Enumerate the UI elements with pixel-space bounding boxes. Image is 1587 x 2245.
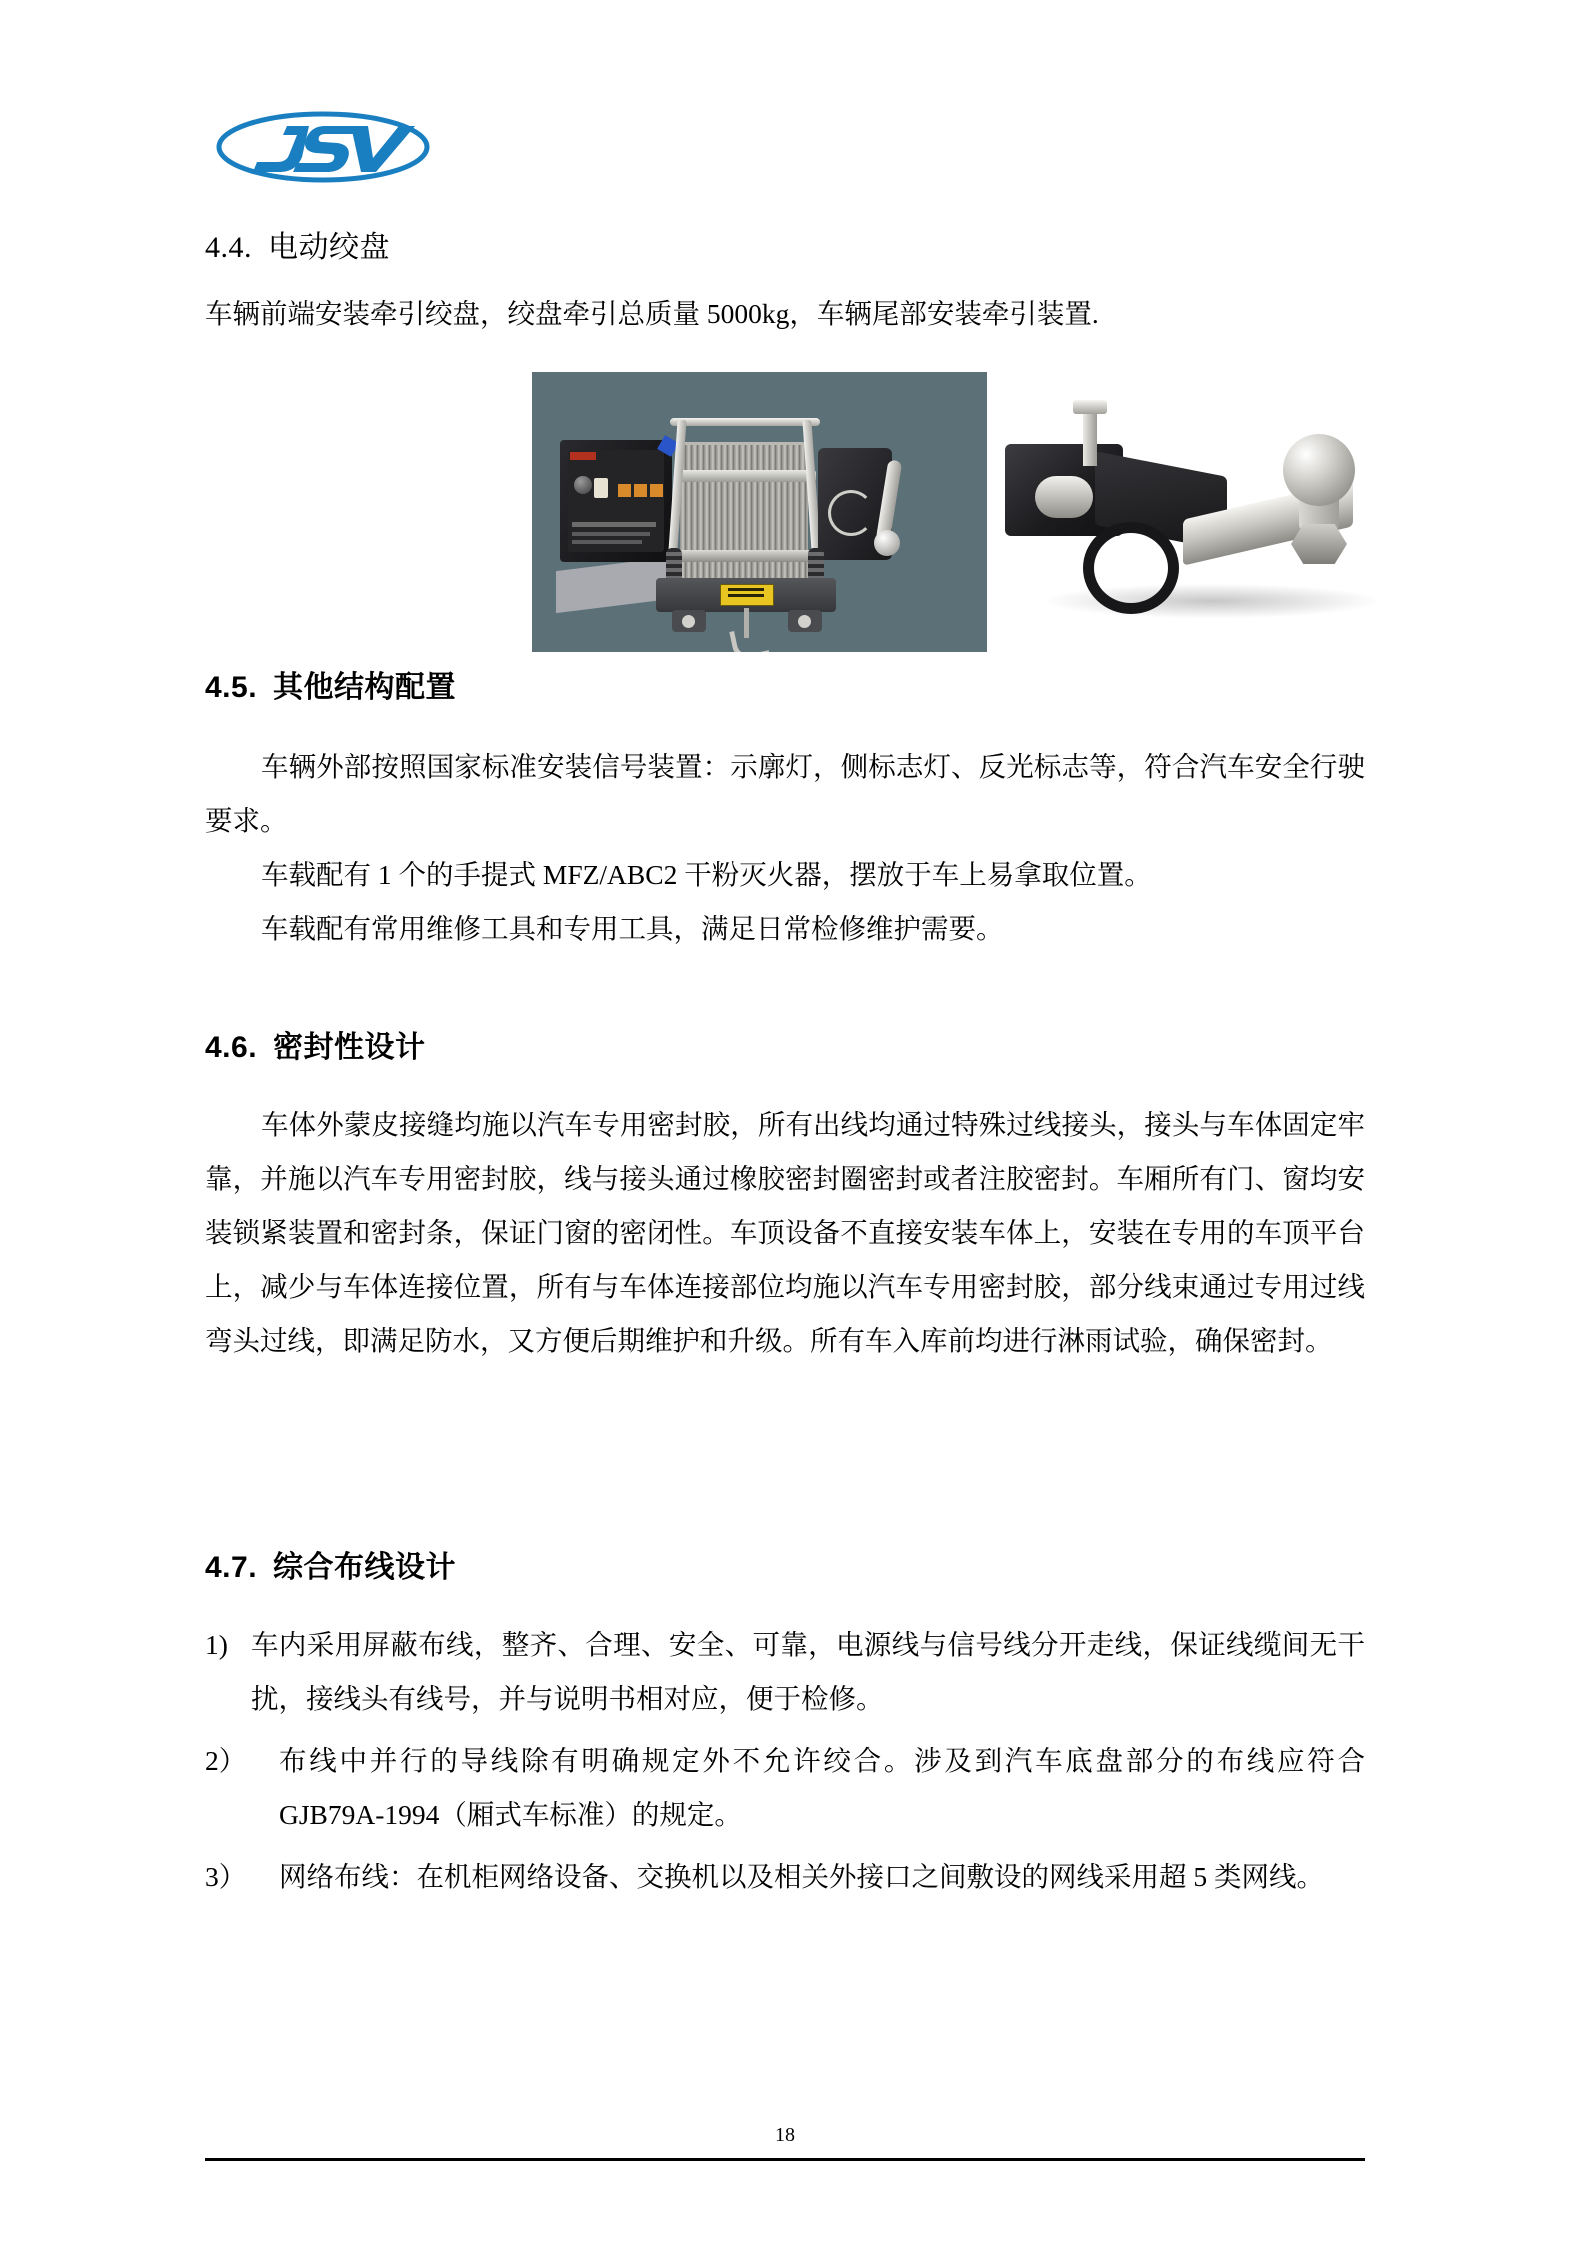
- heading-4-7: [205, 1542, 456, 1586]
- list-item-1-marker: 1): [205, 1629, 228, 1660]
- winch-sticker-line-2: [728, 594, 764, 597]
- winch-text-line-3: [572, 540, 642, 544]
- list-item: [205, 1618, 1365, 1726]
- winch-knob: [574, 476, 592, 494]
- winch-button-2: [634, 484, 647, 497]
- winch-text-line-1: [572, 522, 656, 527]
- heading-4-6-title: 密封性设计: [273, 1031, 426, 1064]
- page-number: 18: [775, 2124, 795, 2146]
- footer-divider: [205, 2158, 1365, 2161]
- winch-text-line-2: [572, 532, 650, 536]
- heading-4-6-number: 4.6.: [205, 1031, 258, 1064]
- list-item-1-text: 车内采用屏蔽布线，整齐、合理、安全、可靠，电源线与信号线分开走线，保证线缆间无干扰，接线头有线号，并与说明书相对应，便于检修。: [251, 1629, 1365, 1714]
- winch-led-display: [594, 478, 608, 498]
- winch-brand-label: [570, 452, 596, 460]
- winch-bolt-hole-left: [682, 615, 695, 628]
- heading-4-4-number: 4.4.: [205, 231, 252, 264]
- hitch-retaining-loop: [1083, 522, 1179, 614]
- tow-hitch-photo: [987, 372, 1457, 652]
- hitch-upper-bolt: [1083, 408, 1097, 466]
- winch-drum-band-top: [674, 470, 816, 482]
- winch-sticker-line-1: [728, 588, 764, 591]
- heading-4-7-number: 4.7.: [205, 1551, 258, 1584]
- heading-4-5-number: 4.5.: [205, 671, 258, 704]
- paragraph-4-4-1: 车辆前端安装牵引绞盘，绞盘牵引总质量 5000kg，车辆尾部安装牵引装置.: [205, 298, 1099, 329]
- heading-4-4: [205, 222, 390, 266]
- winch-top-rail: [670, 418, 820, 426]
- winch-button-1: [618, 484, 631, 497]
- paragraph-4-6-1: 车体外蒙皮接缝均施以汽车专用密封胶，所有出线均通过特殊过线接头，接头与车体固定牢靠，并施以汽车专用密封胶，线与接头通过橡胶密封圈密封或者注胶密封。车厢所有门、窗均安装锁紧装置和密封条，保证门窗的密闭性。车顶设备不直接安装车体上，安装在专用的车顶平台上，减少与车体连接位置，所有与车体连接部位均施以汽车专用密封胶，部分线束通过专用过线弯头过线，即满足防水，又方便后期维护和升级。所有车入库前均进行淋雨试验，确保密封。: [205, 1109, 1365, 1356]
- winch-lever-knob: [874, 530, 900, 556]
- heading-4-4-title: 电动绞盘: [268, 231, 390, 264]
- company-logo: [213, 108, 433, 186]
- winch-motor-dial: [828, 490, 874, 536]
- paragraph-4-5-2: 车载配有 1 个的手提式 MFZ/ABC2 干粉灭火器，摆放于车上易拿取位置。: [261, 859, 1152, 890]
- winch-button-3: [650, 484, 663, 497]
- hitch-tow-ball: [1283, 434, 1355, 506]
- winch-hook: [729, 625, 770, 652]
- list-item-3-marker: 3）: [205, 1861, 247, 1892]
- hitch-pin: [1035, 476, 1093, 518]
- list-item: [205, 1734, 1365, 1842]
- winch-control-face: [568, 450, 664, 552]
- winch-mount-plate: [556, 557, 672, 613]
- winch-drum-band-bottom: [674, 550, 816, 562]
- list-item-3-text: 网络布线：在机柜网络设备、交换机以及相关外接口之间敷设的网线采用超 5 类网线。: [279, 1861, 1324, 1892]
- heading-4-5-title: 其他结构配置: [273, 671, 457, 704]
- paragraph-4-5-1: 车辆外部按照国家标准安装信号装置：示廓灯，侧标志灯、反光标志等，符合汽车安全行驶要求。: [205, 751, 1365, 836]
- winch-photo: [532, 372, 987, 652]
- heading-4-7-title: 综合布线设计: [273, 1551, 457, 1584]
- heading-4-6: [205, 1022, 426, 1066]
- list-item-2-text: 布线中并行的导线除有明确规定外不允许绞合。涉及到汽车底盘部分的布线应符合 GJB79A-1994（厢式车标准）的规定。: [279, 1745, 1365, 1830]
- winch-cable-drum: [680, 442, 808, 584]
- page-content: [205, 0, 1365, 2245]
- paragraph-4-5-3: 车载配有常用维修工具和专用工具，满足日常检修维护需要。: [261, 913, 1004, 944]
- winch-bolt-hole-right: [798, 615, 811, 628]
- list-item-2-marker: 2）: [205, 1745, 247, 1776]
- heading-4-5: [205, 662, 456, 706]
- list-item: [205, 1850, 1365, 1904]
- hitch-bolt-head: [1073, 400, 1107, 414]
- wiring-list: [205, 1618, 1365, 1904]
